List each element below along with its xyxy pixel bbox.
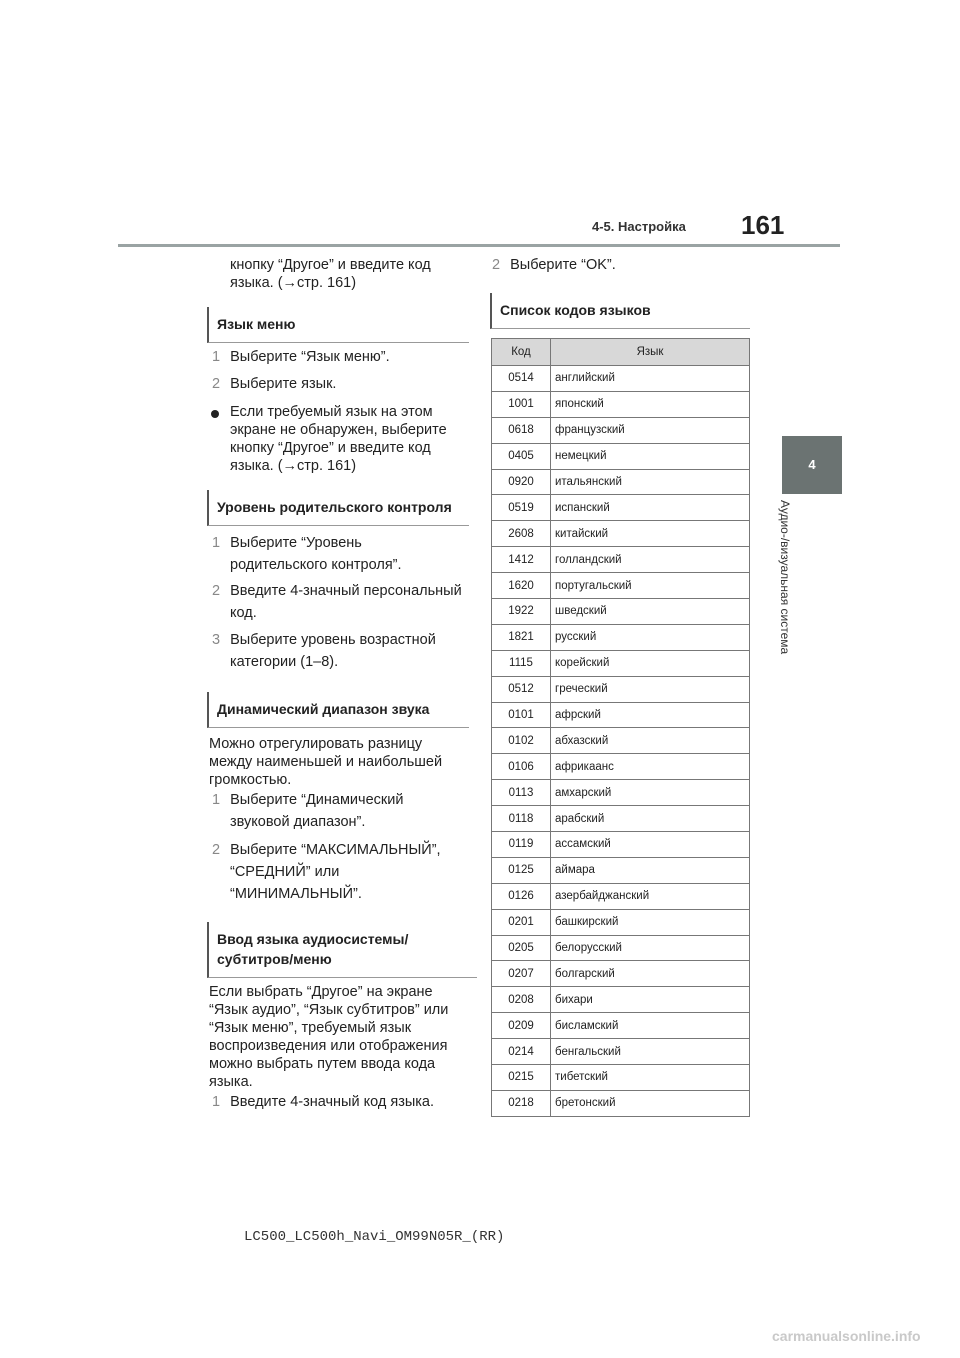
chapter-tab[interactable]: 4	[782, 436, 842, 494]
language-cell: бисламский	[551, 1013, 750, 1039]
table-header-row	[492, 339, 750, 366]
header-divider	[118, 244, 840, 247]
table-row	[492, 1065, 750, 1091]
language-cell: английский	[551, 366, 750, 392]
table-row	[492, 417, 750, 443]
intro-line: языка. (→стр. 161)	[230, 275, 357, 291]
table-row	[492, 1039, 750, 1065]
code-cell: 1001	[492, 391, 551, 417]
table-row	[492, 599, 750, 625]
code-cell: 0519	[492, 495, 551, 521]
step-number: 2	[212, 376, 221, 392]
code-cell: 0101	[492, 702, 551, 728]
step-number: 2	[212, 842, 221, 858]
language-cell: тибетский	[551, 1065, 750, 1091]
language-cell: белорусский	[551, 935, 750, 961]
section-parental-control: Уровень родительского контроля	[207, 490, 469, 526]
language-cell: китайский	[551, 521, 750, 547]
section-title: 4-5. Настройка	[592, 219, 686, 234]
language-cell: абхазский	[551, 728, 750, 754]
step-text: код.	[230, 605, 257, 621]
code-cell: 0209	[492, 1013, 551, 1039]
language-cell: шведский	[551, 599, 750, 625]
step-1	[212, 1093, 434, 1111]
code-cell: 0113	[492, 780, 551, 806]
intro-line: кнопку “Другое” и введите код	[230, 257, 431, 273]
language-cell: голландский	[551, 547, 750, 573]
step-text: Выберите язык.	[230, 376, 337, 392]
code-cell: 0205	[492, 935, 551, 961]
table-row	[492, 883, 750, 909]
step-text: категории (1–8).	[230, 654, 339, 670]
text-line: можно выбрать путем ввода кода	[209, 1056, 436, 1072]
table-row	[492, 909, 750, 935]
step-text: Выберите “Динамический	[230, 792, 404, 808]
step-1	[212, 789, 403, 833]
step-2	[212, 580, 462, 624]
language-cell: французский	[551, 417, 750, 443]
code-cell: 0106	[492, 754, 551, 780]
table-row	[492, 780, 750, 806]
step-text: Введите 4-значный код языка.	[230, 1094, 435, 1110]
step-1	[212, 532, 402, 576]
code-cell: 0214	[492, 1039, 551, 1065]
bullet-line: Если требуемый язык на этом	[230, 404, 433, 420]
step-2	[212, 839, 441, 905]
step-number: 1	[212, 792, 221, 808]
language-code-table	[491, 338, 750, 1117]
language-cell: афрский	[551, 702, 750, 728]
code-cell: 0126	[492, 883, 551, 909]
step-text: Выберите “OK”.	[510, 257, 616, 273]
table-row	[492, 366, 750, 392]
step-text: Выберите уровень возрастной	[230, 632, 436, 648]
column-header-code: Код	[492, 339, 551, 366]
language-cell: испанский	[551, 495, 750, 521]
language-cell: ассамский	[551, 832, 750, 858]
code-cell: 0218	[492, 1090, 551, 1116]
table-row	[492, 728, 750, 754]
language-cell: арабский	[551, 806, 750, 832]
step-number: 1	[212, 349, 221, 365]
section-title-line: субтитров/меню	[217, 951, 332, 967]
language-cell: азербайджанский	[551, 883, 750, 909]
table-row	[492, 1013, 750, 1039]
text-line: Если выбрать “Другое” на экране	[209, 984, 433, 1000]
bullet-line: кнопку “Другое” и введите код	[230, 440, 431, 456]
step-number: 1	[212, 1094, 221, 1110]
code-cell: 1821	[492, 624, 551, 650]
language-cell: русский	[551, 624, 750, 650]
code-cell: 0920	[492, 469, 551, 495]
language-cell: греческий	[551, 676, 750, 702]
language-cell: амхарский	[551, 780, 750, 806]
page-number: 161	[741, 210, 785, 240]
text-line: громкостью.	[209, 772, 292, 788]
code-cell: 1922	[492, 599, 551, 625]
language-cell: японский	[551, 391, 750, 417]
code-cell: 0201	[492, 909, 551, 935]
step-number: 3	[212, 632, 221, 648]
section-audio-subtitle-language	[207, 922, 477, 978]
chapter-label-text: Аудио-/визуальная система	[778, 500, 792, 655]
table-row	[492, 832, 750, 858]
step-text: родительского контроля”.	[230, 557, 402, 573]
table-row	[492, 391, 750, 417]
language-cell: бретонский	[551, 1090, 750, 1116]
text-line: “Язык аудио”, “Язык субтитров” или	[209, 1002, 449, 1018]
chapter-label	[778, 500, 808, 690]
audio-lang-description	[209, 983, 448, 1091]
column-header-language: Язык	[551, 339, 750, 366]
text-line: языка.	[209, 1074, 253, 1090]
step-1	[212, 348, 390, 366]
step-text: Выберите “Язык меню”.	[230, 349, 390, 365]
code-cell: 0514	[492, 366, 551, 392]
language-cell: башкирский	[551, 909, 750, 935]
bullet-line: экране не обнаружен, выберите	[230, 422, 447, 438]
code-cell: 0215	[492, 1065, 551, 1091]
footer-doc-id: LC500_LC500h_Navi_OM99N05R_(RR)	[244, 1229, 505, 1245]
table-row	[492, 624, 750, 650]
language-cell: корейский	[551, 650, 750, 676]
code-cell: 0207	[492, 961, 551, 987]
language-cell: итальянский	[551, 469, 750, 495]
intro-text	[230, 256, 431, 292]
step-text: “МИНИМАЛЬНЫЙ”.	[230, 886, 362, 902]
step-3	[212, 629, 436, 673]
code-cell: 1620	[492, 573, 551, 599]
table-row	[492, 521, 750, 547]
text-line: “Язык меню”, требуемый язык	[209, 1020, 412, 1036]
table-row	[492, 469, 750, 495]
code-cell: 1412	[492, 547, 551, 573]
table-row	[492, 676, 750, 702]
language-cell: болгарский	[551, 961, 750, 987]
code-cell: 1115	[492, 650, 551, 676]
step-2-ok	[492, 256, 616, 274]
section-dynamic-range: Динамический диапазон звука	[207, 692, 469, 728]
table-row	[492, 573, 750, 599]
table-row	[492, 987, 750, 1013]
code-cell: 0119	[492, 832, 551, 858]
text-line: Можно отрегулировать разницу	[209, 736, 423, 752]
code-cell: 2608	[492, 521, 551, 547]
step-text: звуковой диапазон”.	[230, 814, 366, 830]
step-number: 2	[212, 583, 221, 599]
section-menu-language: Язык меню	[207, 307, 469, 343]
table-row	[492, 806, 750, 832]
table-row	[492, 857, 750, 883]
step-number: 2	[492, 257, 501, 273]
language-cell: бенгальский	[551, 1039, 750, 1065]
step-text: Введите 4-значный персональный	[230, 583, 462, 599]
code-cell: 0208	[492, 987, 551, 1013]
table-row	[492, 443, 750, 469]
code-cell: 0125	[492, 857, 551, 883]
table-row	[492, 961, 750, 987]
table-row	[492, 547, 750, 573]
step-text: Выберите “Уровень	[230, 535, 362, 551]
table-row	[492, 935, 750, 961]
bullet-text	[230, 403, 447, 475]
bullet-icon	[211, 410, 219, 418]
table-row	[492, 1090, 750, 1116]
text-line: между наименьшей и наибольшей	[209, 754, 443, 770]
code-cell: 0618	[492, 417, 551, 443]
code-cell: 0512	[492, 676, 551, 702]
code-cell: 0102	[492, 728, 551, 754]
table-row	[492, 702, 750, 728]
text-line: воспроизведения или отображения	[209, 1038, 448, 1054]
dynamic-description	[209, 735, 442, 789]
section-language-codes: Список кодов языков	[490, 293, 750, 329]
language-cell: африкаанс	[551, 754, 750, 780]
table-row	[492, 754, 750, 780]
language-cell: аймара	[551, 857, 750, 883]
language-cell: португальский	[551, 573, 750, 599]
step-number: 1	[212, 535, 221, 551]
bullet-line: языка. (→стр. 161)	[230, 458, 357, 474]
table-row	[492, 495, 750, 521]
code-cell: 0405	[492, 443, 551, 469]
language-cell: бихари	[551, 987, 750, 1013]
step-text: “СРЕДНИЙ” или	[230, 864, 340, 880]
step-2	[212, 375, 336, 393]
language-cell: немецкий	[551, 443, 750, 469]
table-row	[492, 650, 750, 676]
watermark: carmanualsonline.info	[772, 1328, 921, 1344]
code-cell: 0118	[492, 806, 551, 832]
step-text: Выберите “МАКСИМАЛЬНЫЙ”,	[230, 842, 441, 858]
section-title-line: Ввод языка аудиосистемы/	[217, 931, 409, 947]
